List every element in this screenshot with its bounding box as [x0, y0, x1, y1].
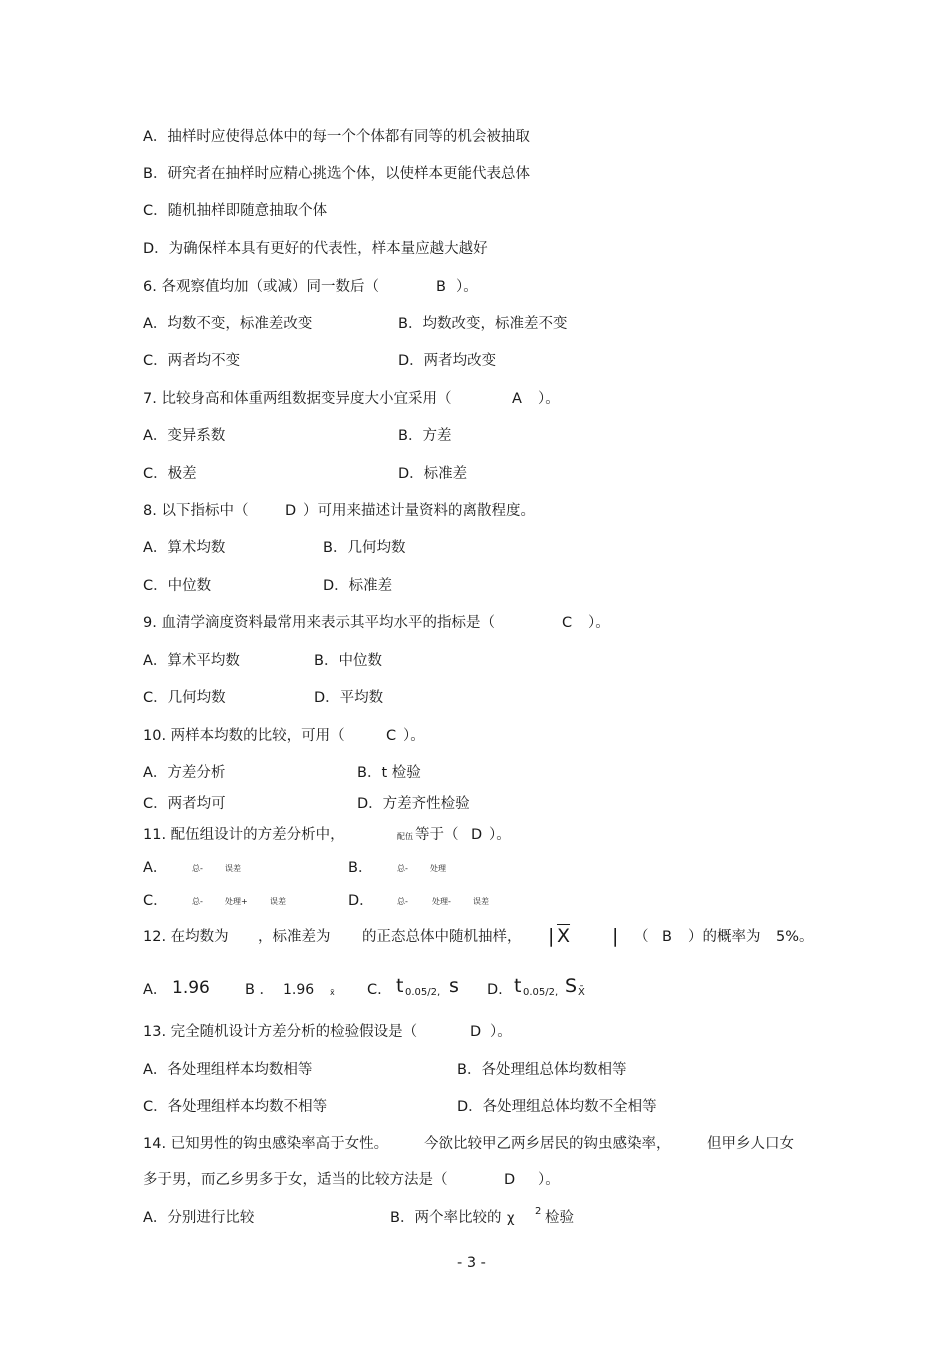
q10-option-c: C．两者均可 — [143, 796, 226, 812]
q11-option-c-treatment: 处理+ — [225, 897, 248, 906]
q12-option-d-t: t — [514, 975, 522, 997]
q5-option-c: C．随机抽样即随意抽取个体 — [143, 203, 328, 219]
q10-stem: 10. 两样本均数的比较，可用（ — [143, 728, 345, 744]
q12-probability: 5%。 — [776, 929, 814, 945]
q12-option-d-subscript: 0.05/2, — [523, 987, 559, 998]
q11-option-b-treatment: 处理 — [430, 864, 446, 873]
q11-answer: D — [471, 827, 483, 843]
q12-option-b-value: 1.96 — [283, 982, 315, 998]
q10-option-b: B．t 检验 — [357, 765, 421, 781]
q8-option-b: B．几何均数 — [323, 540, 406, 556]
q12-option-a-label: A． — [143, 982, 168, 998]
q13-option-d: D．各处理组总体均数不全相等 — [457, 1099, 657, 1115]
q14-answer: D — [504, 1172, 516, 1188]
q14-stem-line1-a: 14. 已知男性的钩虫感染率高于女性。 — [143, 1136, 389, 1152]
q13-stem-end: ）。 — [490, 1024, 512, 1040]
q9-option-c: C．几何均数 — [143, 690, 226, 706]
q7-option-c: C．极差 — [143, 466, 197, 482]
q12-option-c-s: s — [449, 975, 459, 997]
q13-option-b: B．各处理组总体均数相等 — [457, 1062, 627, 1078]
q6-option-a: A．均数不变，标准差改变 — [143, 316, 313, 332]
q11-option-a-label: A． — [143, 860, 168, 876]
q11-option-c-error: 误差 — [270, 897, 286, 906]
q12-option-a-value: 1.96 — [172, 978, 210, 998]
q11-option-c-total: 总- — [192, 897, 203, 906]
q12-option-c-t: t — [396, 975, 404, 997]
q12-paren-open: （ — [634, 929, 649, 945]
q14-option-b: B．两个率比较的 — [390, 1210, 502, 1226]
page-number: - 3 - — [457, 1255, 486, 1271]
q14-option-b-superscript: 2 — [535, 1206, 542, 1217]
q11-option-c-label: C． — [143, 893, 168, 909]
q14-option-b-test: 检验 — [545, 1210, 574, 1226]
q12-option-b-subscript: x̄ — [330, 988, 335, 997]
q6-stem-end: ）。 — [456, 279, 478, 295]
q8-option-a: A．算术均数 — [143, 540, 226, 556]
q5-option-a: A．抽样时应使得总体中的每一个个体都有同等的机会被抽取 — [143, 129, 530, 145]
q6-stem: 6. 各观察值均加（或减）同一数后（ — [143, 279, 379, 295]
q12-xbar: $\overline{X}$ — [557, 925, 571, 947]
q9-option-a: A．算术平均数 — [143, 653, 240, 669]
q11-option-b-label: B． — [348, 860, 373, 876]
q10-stem-end: ）。 — [403, 728, 425, 744]
q6-option-d: D．两者均改变 — [398, 353, 497, 369]
q7-stem-end: ）。 — [538, 391, 560, 407]
q12-stem-end: ）的概率为 — [688, 929, 761, 945]
q11-option-d-treatment: 处理- — [432, 897, 451, 906]
q14-stem-line2: 多于男，而乙乡男多于女，适当的比较方法是（ — [143, 1172, 448, 1188]
q7-option-b: B．方差 — [398, 428, 452, 444]
q9-option-b: B．中位数 — [314, 653, 382, 669]
q9-stem: 9. 血清学滴度资料最常用来表示其平均水平的指标是（ — [143, 615, 495, 631]
q7-option-a: A．变异系数 — [143, 428, 226, 444]
q12-option-b-label: B ． — [245, 982, 275, 998]
q9-stem-end: ）。 — [588, 615, 610, 631]
q6-answer: B — [436, 279, 446, 295]
q11-option-d-total: 总- — [397, 897, 408, 906]
q5-option-b: B．研究者在抽样时应精心挑选个体，以使样本更能代表总体 — [143, 166, 530, 182]
q5-option-d: D．为确保样本具有更好的代表性，样本量应越大越好 — [143, 241, 488, 257]
q9-answer: C — [562, 615, 573, 631]
q7-answer: A — [512, 391, 522, 407]
q12-option-c-subscript: 0.05/2, — [405, 987, 441, 998]
q10-option-d: D．方差齐性检验 — [357, 796, 470, 812]
q11-stem: 11. 配伍组设计的方差分析中， — [143, 827, 345, 843]
q12-stem-3: 的正态总体中随机抽样， — [362, 929, 522, 945]
q10-option-a: A．方差分析 — [143, 765, 226, 781]
q12-stem-1: 12. 在均数为 — [143, 929, 229, 945]
q7-stem: 7. 比较身高和体重两组数据变异度大小宜采用（ — [143, 391, 452, 407]
q14-option-b-chi: χ — [507, 1211, 515, 1226]
q11-stem-mid: 等于（ — [415, 827, 459, 843]
q11-option-b-total: 总- — [397, 864, 408, 873]
q12-answer: B — [662, 929, 672, 945]
q6-option-c: C．两者均不变 — [143, 353, 241, 369]
q6-option-b: B．均数改变，标准差不变 — [398, 316, 568, 332]
q8-option-c: C．中位数 — [143, 578, 212, 594]
q14-stem-line1-c: 但甲乡人口女 — [707, 1136, 794, 1152]
q12-option-d-s-subscript: X̄ — [578, 987, 585, 998]
q8-stem-end: ）可用来描述计量资料的离散程度。 — [303, 503, 535, 519]
q12-option-c-label: C. — [367, 982, 382, 998]
q11-option-d-label: D． — [348, 893, 374, 909]
q9-option-d: D．平均数 — [314, 690, 384, 706]
q11-stem-end: ）。 — [489, 827, 511, 843]
q11-option-a-total: 总- — [192, 864, 203, 873]
q13-answer: D — [470, 1024, 482, 1040]
q11-option-d-error: 误差 — [473, 897, 489, 906]
q8-stem: 8. 以下指标中（ — [143, 503, 249, 519]
q12-abs-bar-left: | — [548, 925, 555, 947]
q12-stem-2: ，标准差为 — [258, 929, 331, 945]
q11-stem-subscript: 配伍 — [397, 832, 413, 841]
q12-option-d-s: S — [565, 975, 578, 997]
q8-option-d: D．标准差 — [323, 578, 393, 594]
q8-answer: D — [285, 503, 297, 519]
q10-answer: C — [386, 728, 397, 744]
q14-option-a: A．分别进行比较 — [143, 1210, 255, 1226]
q7-option-d: D．标准差 — [398, 466, 468, 482]
q14-stem-line1-b: 今欲比较甲乙两乡居民的钩虫感染率， — [424, 1136, 671, 1152]
q11-option-a-error: 误差 — [225, 864, 241, 873]
q13-option-c: C．各处理组样本均数不相等 — [143, 1099, 328, 1115]
q13-stem: 13. 完全随机设计方差分析的检验假设是（ — [143, 1024, 418, 1040]
q12-abs-bar-right: | — [612, 925, 619, 947]
q14-stem-end: ）。 — [538, 1172, 560, 1188]
q12-option-d-label: D. — [487, 982, 503, 998]
q13-option-a: A．各处理组样本均数相等 — [143, 1062, 313, 1078]
